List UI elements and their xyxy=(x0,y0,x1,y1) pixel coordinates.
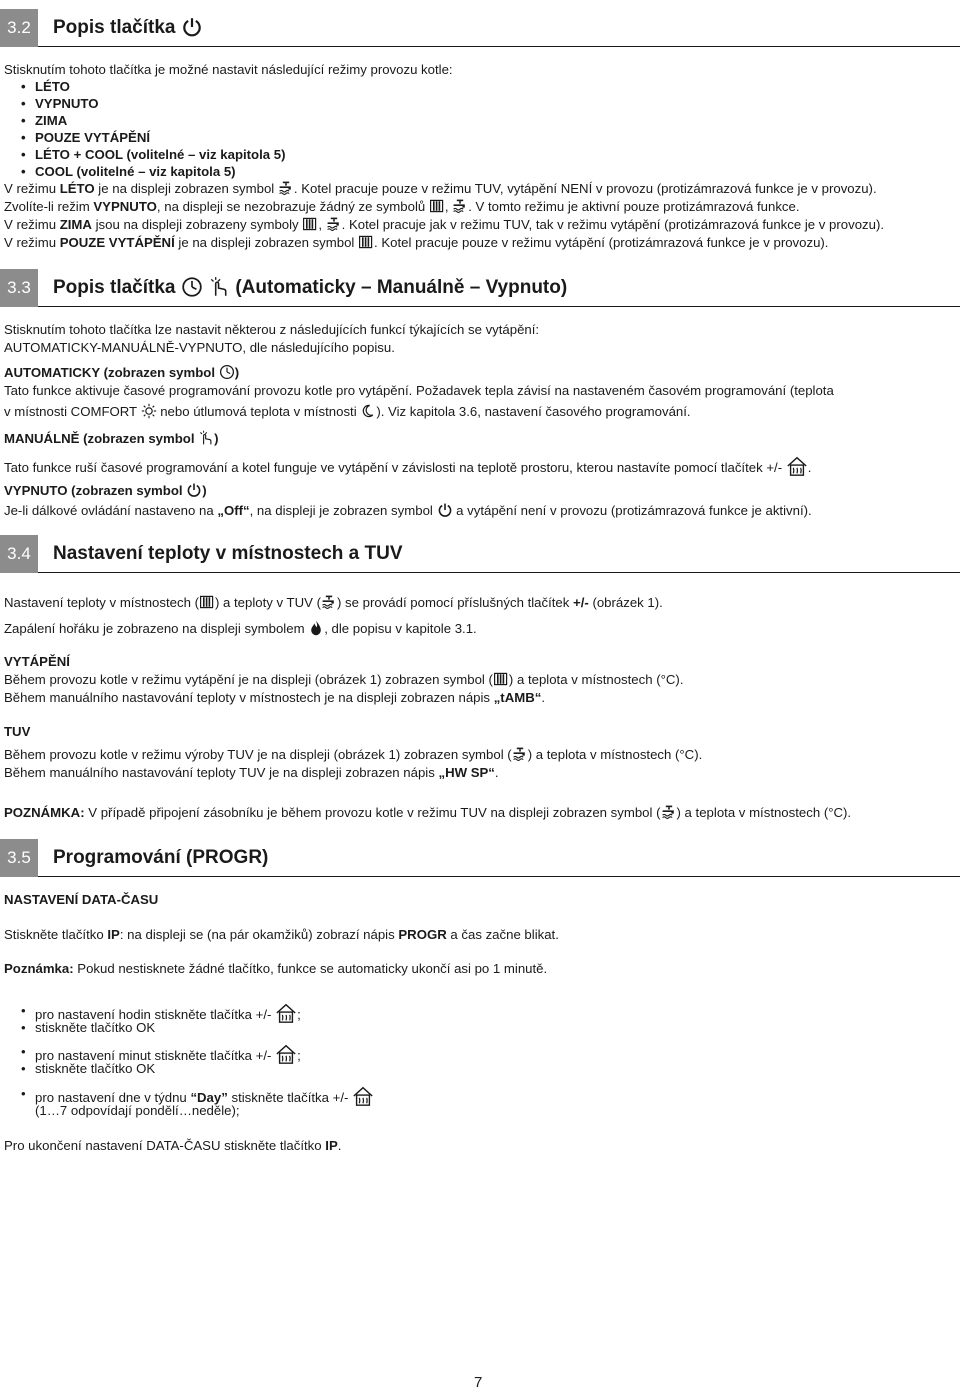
tap-icon xyxy=(512,746,528,762)
section-title-text: Popis tlačítka xyxy=(53,17,176,38)
sun-icon xyxy=(141,403,157,419)
tap-icon xyxy=(326,216,342,232)
paragraph: AUTOMATICKY-MANUÁLNĚ-VYPNUTO, dle následujícího popisu. xyxy=(4,340,395,355)
tap-icon xyxy=(321,594,337,610)
note-text: Poznámka: Pokud nestisknete žádné tlačítko, funkce se automaticky ukončí asi po 1 minutě. xyxy=(4,961,548,976)
power-icon xyxy=(186,482,202,498)
tap-icon xyxy=(278,180,294,196)
mode-item: • POUZE VYTÁPĚNÍ xyxy=(35,129,150,146)
section-number: 3.3 xyxy=(0,269,38,307)
hand-icon xyxy=(198,430,214,446)
paragraph-pouze-vytapeni: V režimu POUZE VYTÁPĚNÍ je na displeji zobrazen symbol . Kotel pracuje pouze v režimu vytápění (protizámrazová funkce je v provozu). xyxy=(4,235,829,250)
section-title xyxy=(53,269,567,307)
auto-text: Tato funkce aktivuje časové programování provozu kotle pro vytápění. Požadavek tepla závisí na nastaveném časovém programování (teplota xyxy=(4,383,834,398)
intro-text: Stisknutím tohoto tlačítka je možné nastavit následující režimy provozu kotle: xyxy=(4,62,453,77)
vytapeni-text-2: Během manuálního nastavování teploty v místnostech je na displeji zobrazen nápis „tAMB“. xyxy=(4,690,545,705)
mode-item: • LÉTO xyxy=(35,78,70,95)
list-item: • stiskněte tlačítko OK xyxy=(35,1019,155,1036)
header-rule xyxy=(38,876,960,877)
auto-text-2: v místnosti COMFORT nebo útlumová teplota v místnosti ). Viz kapitola 3.6, nastavení časového programování. xyxy=(4,404,691,419)
list-item: • pro nastavení dne v týdnu “Day” stiskněte tlačítka +/- xyxy=(35,1085,374,1107)
hand-icon xyxy=(208,276,230,298)
header-rule xyxy=(38,46,960,47)
section-header xyxy=(0,9,960,49)
power-icon xyxy=(181,16,203,38)
section-number: 3.2 xyxy=(0,9,38,47)
manual-heading: MANUÁLNĚ (zobrazen symbol ) xyxy=(4,431,219,446)
manual-text: Tato funkce ruší časové programování a kotel funguje ve vytápění v závislosti na teplotě prostoru, kterou nastavíte pomocí tlačítek +/- . xyxy=(4,455,811,477)
tuv-heading: TUV xyxy=(4,724,31,739)
auto-heading: AUTOMATICKY (zobrazen symbol ) xyxy=(4,365,240,380)
section-title-text: Popis tlačítka xyxy=(53,277,176,298)
page-number: 7 xyxy=(474,1374,483,1391)
section-number: 3.5 xyxy=(0,839,38,877)
vytapeni-text: Během provozu kotle v režimu vytápění je na displeji (obrázek 1) zobrazen symbol ( ) a teplota v místnostech (°C). xyxy=(4,672,684,687)
section-title-suffix: (Automaticky – Manuálně – Vypnuto) xyxy=(235,277,568,298)
tap-icon xyxy=(452,198,468,214)
mode-item: • LÉTO + COOL (volitelné – viz kapitola 5) xyxy=(35,146,286,163)
tuv-text: Během provozu kotle v režimu výroby TUV je na displeji (obrázek 1) zobrazen symbol ( ) a teplota v místnostech (°C). xyxy=(4,747,703,762)
off-text: Je-li dálkové ovládání nastaveno na „Off“, na displeji je zobrazen symbol a vytápění není v provozu (protizámrazová funkce je aktivní). xyxy=(4,503,812,518)
section-3-2 xyxy=(0,9,960,49)
clock-icon xyxy=(181,276,203,298)
radiator-icon xyxy=(429,198,445,214)
header-rule xyxy=(38,572,960,573)
header-rule xyxy=(38,306,960,307)
section-header xyxy=(0,269,960,309)
mode-item: • COOL (volitelné – viz kapitola 5) xyxy=(35,163,236,180)
subheading: NASTAVENÍ DATA-ČASU xyxy=(4,892,159,907)
section-title xyxy=(53,9,203,47)
paragraph-vypnuto: Zvolíte-li režim VYPNUTO, na displeji se nezobrazuje žádný ze symbolů , . V tomto režimu je aktivní pouze protizámrazová funkce. xyxy=(4,199,800,214)
paragraph: Nastavení teploty v místnostech ( ) a teploty v TUV ( ) se provádí pomocí příslušných tlačítek +/- (obrázek 1). xyxy=(4,595,663,610)
note-text: POZNÁMKA: V případě připojení zásobníku je během provozu kotle v režimu TUV na displeji zobrazen symbol ( ) a teplota v místnostech (°C). xyxy=(4,805,852,820)
vytapeni-heading: VYTÁPĚNÍ xyxy=(4,654,70,669)
paragraph: Zapálení hořáku je zobrazeno na displeji symbolem , dle popisu v kapitole 3.1. xyxy=(4,621,477,636)
radiator-icon xyxy=(358,234,374,250)
paragraph: Pro ukončení nastavení DATA-ČASU stiskněte tlačítko IP. xyxy=(4,1138,342,1153)
paragraph: Stiskněte tlačítko IP: na displeji se (na pár okamžiků) zobrazí nápis PROGR a čas začne blikat. xyxy=(4,927,559,942)
mode-item: • ZIMA xyxy=(35,112,67,129)
house-heat-icon xyxy=(275,1043,297,1065)
radiator-icon xyxy=(302,216,318,232)
section-3-4 xyxy=(0,535,960,575)
paragraph-zima: V režimu ZIMA jsou na displeji zobrazeny symboly , . Kotel pracuje jak v režimu TUV, tak v režimu vytápění (protizámrazová funkce je v provozu). xyxy=(4,217,885,232)
house-heat-icon xyxy=(352,1085,374,1107)
section-3-3 xyxy=(0,269,960,309)
section-number: 3.4 xyxy=(0,535,38,573)
list-item: • pro nastavení minut stiskněte tlačítka +/- ; xyxy=(35,1043,301,1065)
house-heat-icon xyxy=(786,455,808,477)
moon-icon xyxy=(360,403,376,419)
list-item: • stiskněte tlačítko OK xyxy=(35,1060,155,1077)
flame-icon xyxy=(308,620,324,636)
mode-item: • VYPNUTO xyxy=(35,95,99,112)
radiator-icon xyxy=(199,594,215,610)
off-heading: VYPNUTO (zobrazen symbol ) xyxy=(4,483,207,498)
list-item: • pro nastavení hodin stiskněte tlačítka +/- ; xyxy=(35,1002,301,1024)
list-item-note: (1…7 odpovídají pondělí…neděle); xyxy=(35,1103,240,1118)
section-title: Programování (PROGR) xyxy=(53,847,269,868)
section-header xyxy=(0,839,960,879)
tap-icon xyxy=(661,804,677,820)
radiator-icon xyxy=(493,671,509,687)
paragraph: Stisknutím tohoto tlačítka lze nastavit některou z následujících funkcí týkajících se vytápění: xyxy=(4,322,540,337)
house-heat-icon xyxy=(275,1002,297,1024)
section-title: Nastavení teploty v místnostech a TUV xyxy=(53,543,403,564)
tuv-text-2: Během manuálního nastavování teploty TUV je na displeji zobrazen nápis „HW SP“. xyxy=(4,765,499,780)
section-3-5 xyxy=(0,839,960,879)
paragraph-leto: V režimu LÉTO je na displeji zobrazen symbol . Kotel pracuje pouze v režimu TUV, vytápění NENÍ v provozu (protizámrazová funkce je v provozu). xyxy=(4,181,877,196)
power-icon xyxy=(437,502,453,518)
clock-icon xyxy=(219,364,235,380)
section-header xyxy=(0,535,960,575)
